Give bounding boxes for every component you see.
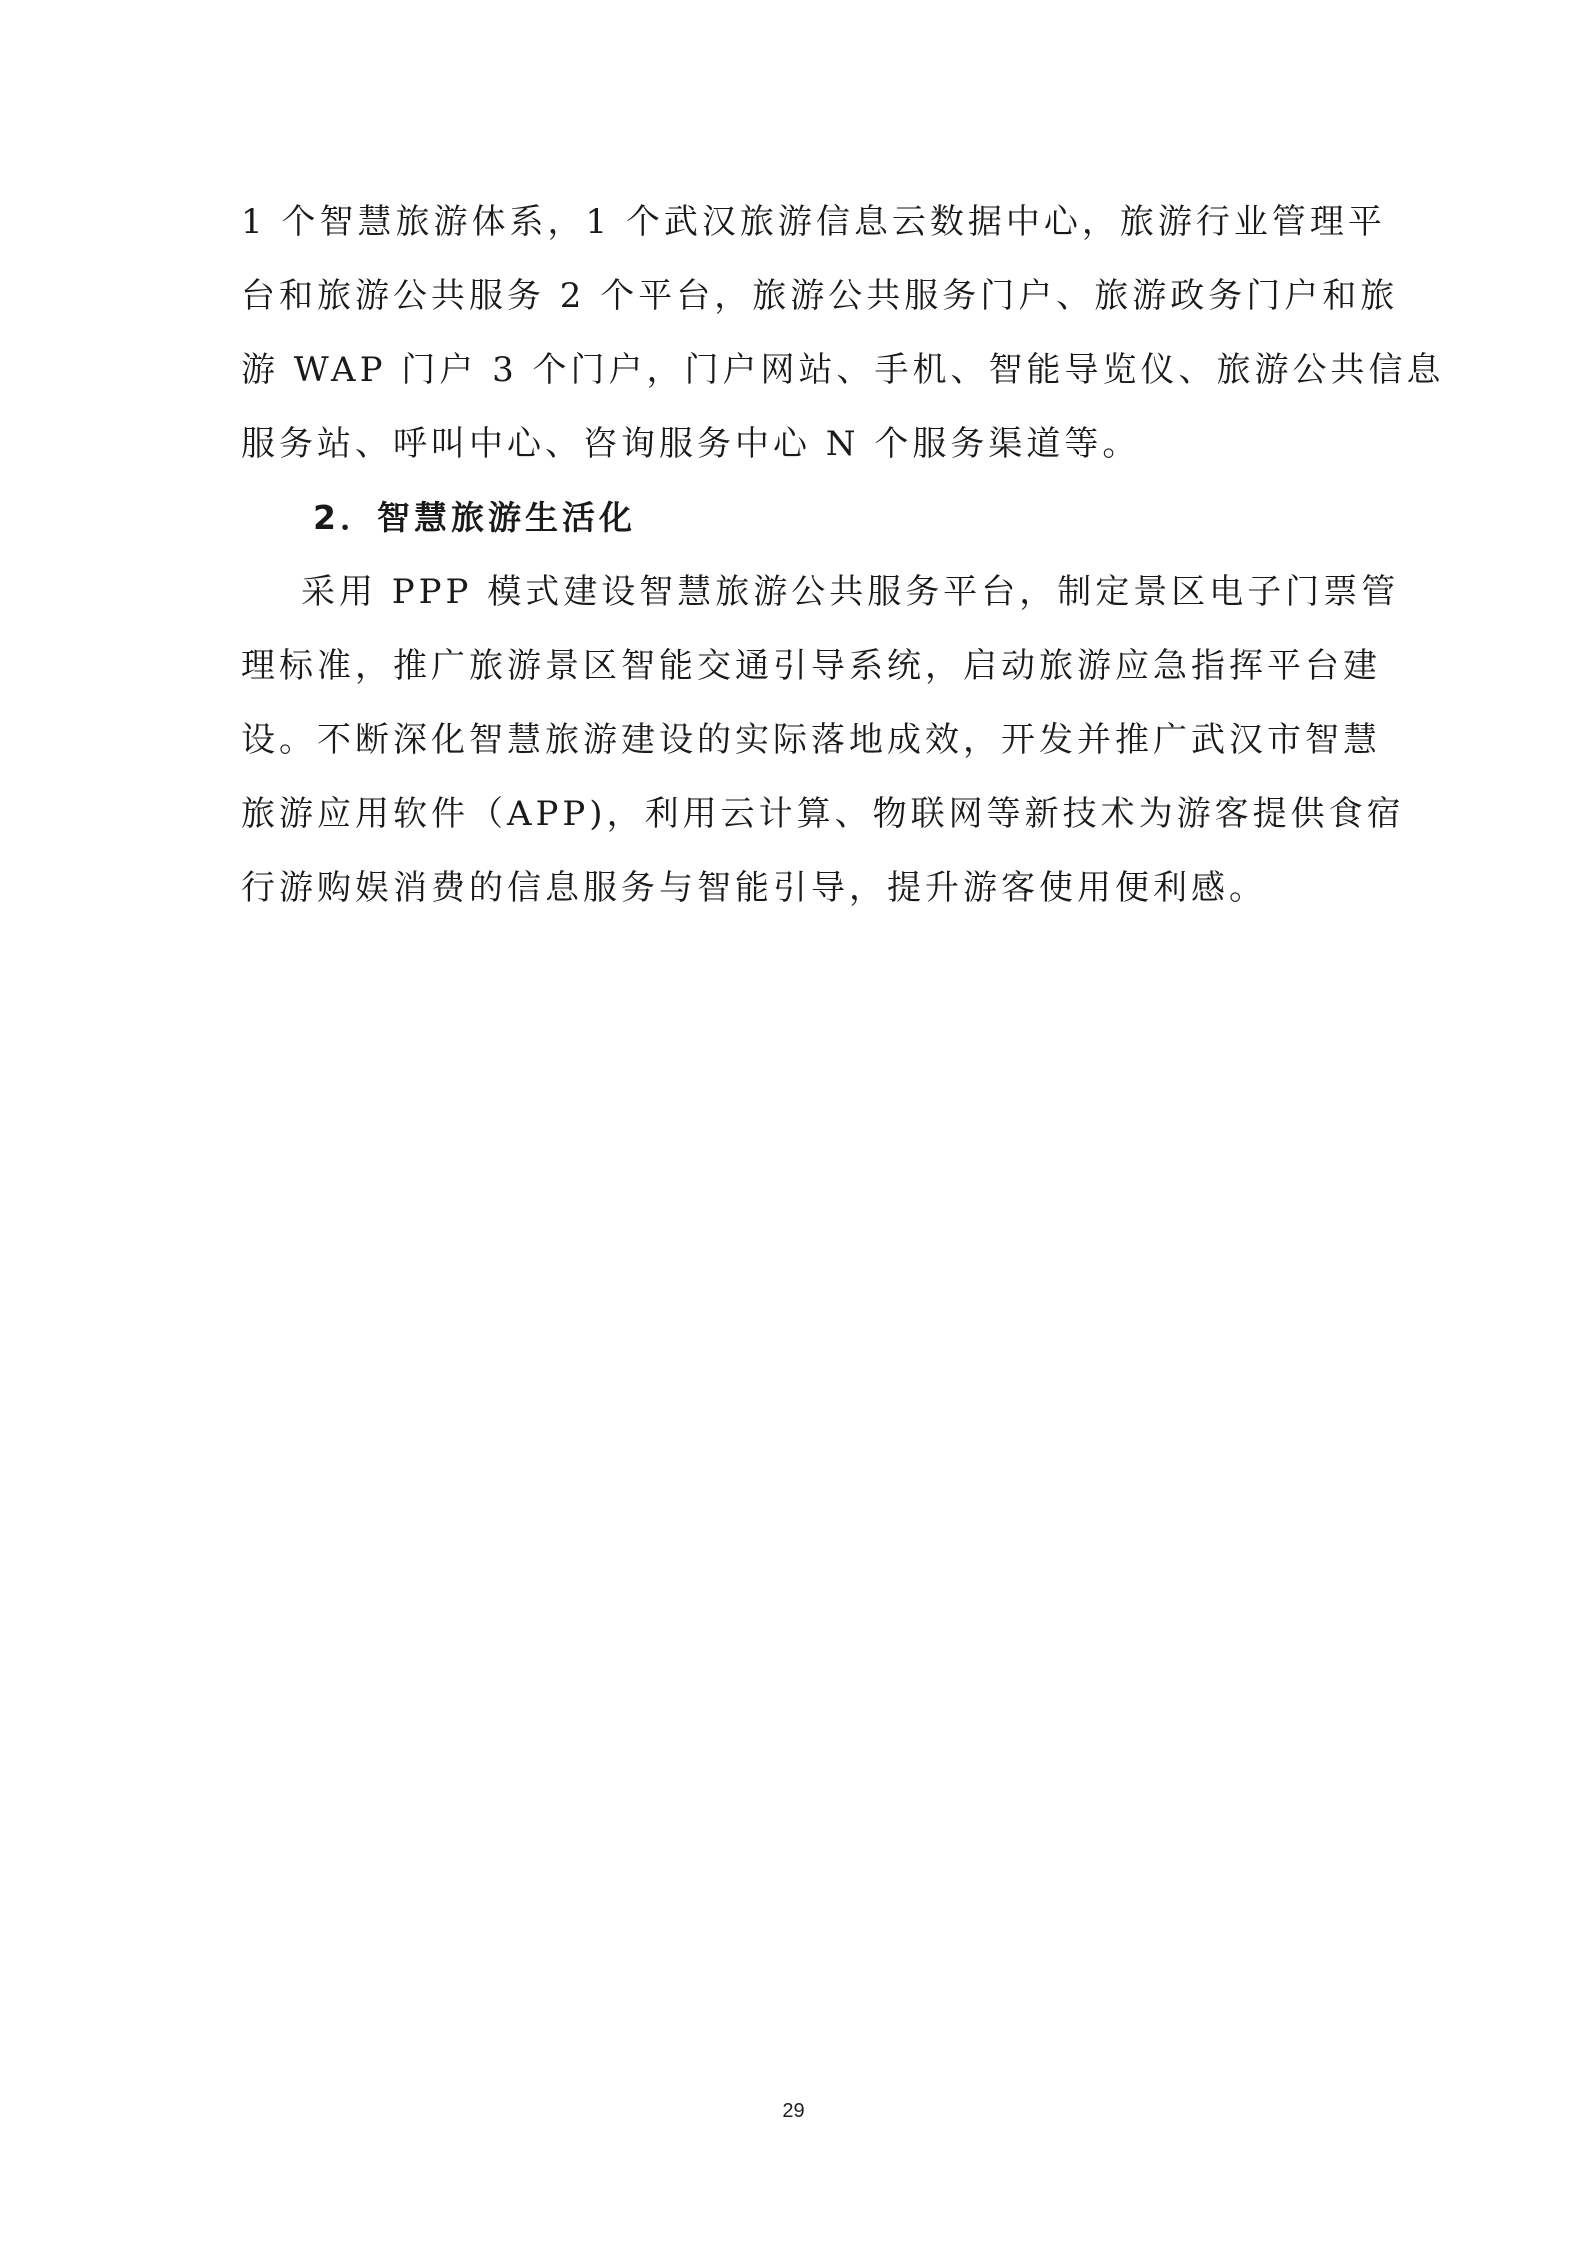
section-heading: 2．智慧旅游生活化 [313,498,636,537]
paragraph-line: 旅游应用软件（APP)，利用云计算、物联网等新技术为游客提供食宿 [241,794,1405,834]
paragraph-line: 1 个智慧旅游体系，1 个武汉旅游信息云数据中心，旅游行业管理平 [241,202,1386,242]
paragraph-smart-tourism-system [241,185,1445,481]
paragraph-line: 游 WAP 门户 3 个门户，门户网站、手机、智能导览仪、旅游公共信息 [241,350,1445,390]
paragraph-line: 行游购娱消费的信息服务与智能引导，提升游客使用便利感。 [241,868,1267,908]
page-number: 29 [782,2100,805,2122]
paragraph-line: 理标准，推广旅游景区智能交通引导系统，启动旅游应急指挥平台建 [241,646,1381,686]
page-body [241,185,1445,925]
paragraph-line: 台和旅游公共服务 2 个平台，旅游公共服务门户、旅游政务门户和旅 [241,276,1399,316]
paragraph-line: 服务站、呼叫中心、咨询服务中心 N 个服务渠道等。 [241,424,1141,464]
paragraph-smart-tourism-life [241,555,1405,925]
paragraph-line: 设。不断深化智慧旅游建设的实际落地成效，开发并推广武汉市智慧 [241,720,1381,760]
paragraph-line: 采用 PPP 模式建设智慧旅游公共服务平台，制定景区电子门票管 [301,572,1400,612]
